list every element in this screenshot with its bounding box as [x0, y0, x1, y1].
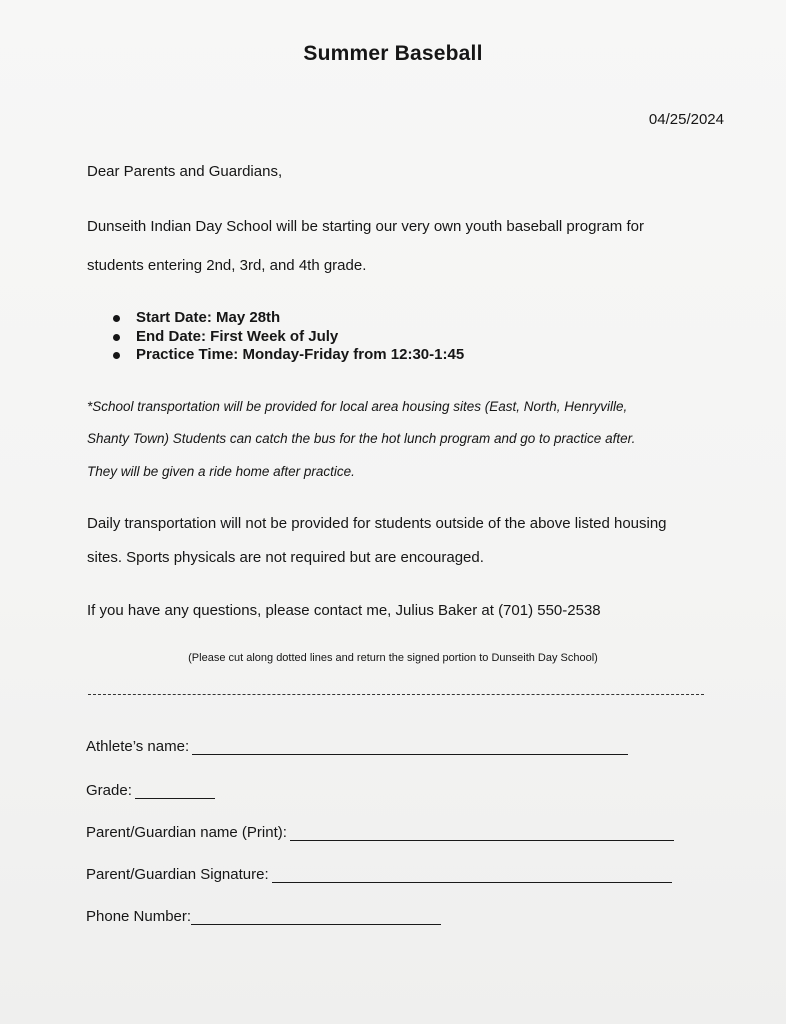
list-item — [112, 309, 464, 328]
parent-signature-field — [86, 866, 672, 883]
page-title: Summer Baseball — [303, 42, 483, 65]
list-item — [112, 328, 464, 347]
grade-label: Grade: — [86, 782, 132, 799]
practice-time: Practice Time: Monday-Friday from 12:30-1:45 — [136, 346, 465, 363]
intro-line-1: Dunseith Indian Day School will be starting our very own youth baseball program for — [87, 218, 644, 235]
athlete-name-label: Athlete’s name: — [86, 738, 190, 755]
parent-signature-label: Parent/Guardian Signature: — [86, 866, 269, 883]
program-details-list — [112, 309, 464, 365]
letter-date: 04/25/2024 — [648, 111, 724, 128]
bullet-icon — [113, 352, 120, 359]
parent-name-blank[interactable] — [290, 826, 674, 841]
transport-note-line-3: They will be given a ride home after practice. — [87, 464, 355, 479]
parent-name-label: Parent/Guardian name (Print): — [86, 824, 287, 841]
contact-line: If you have any questions, please contact me, Julius Baker at (701) 550-2538 — [87, 602, 601, 619]
parent-name-field — [86, 824, 674, 841]
start-date: Start Date: May 28th — [136, 309, 281, 326]
greeting: Dear Parents and Guardians, — [87, 163, 283, 180]
grade-field — [86, 782, 215, 799]
athlete-name-field — [86, 738, 628, 755]
end-date: End Date: First Week of July — [136, 327, 339, 345]
cut-instructions: (Please cut along dotted lines and return the signed portion to Dunseith Day School) — [188, 652, 598, 664]
transport-note-line-1: *School transportation will be provided for local area housing sites (East, North, Henryville, — [87, 399, 628, 414]
bullet-icon — [113, 334, 120, 341]
daily-transport-line-2: sites. Sports physicals are not required but are encouraged. — [87, 549, 484, 566]
intro-line-2: students entering 2nd, 3rd, and 4th grade. — [87, 257, 367, 274]
bullet-icon — [113, 315, 120, 322]
phone-number-field — [86, 908, 441, 925]
phone-number-label: Phone Number: — [86, 908, 192, 925]
phone-number-blank[interactable] — [191, 910, 441, 925]
transport-note-line-2: Shanty Town) Students can catch the bus for the hot lunch program and go to practice after. — [87, 431, 636, 446]
cut-line — [88, 694, 704, 695]
daily-transport-line-1: Daily transportation will not be provided for students outside of the above listed housing — [87, 515, 667, 532]
list-item — [112, 346, 464, 365]
athlete-name-blank[interactable] — [192, 740, 628, 755]
parent-signature-blank[interactable] — [272, 868, 672, 883]
grade-blank[interactable] — [135, 784, 215, 799]
